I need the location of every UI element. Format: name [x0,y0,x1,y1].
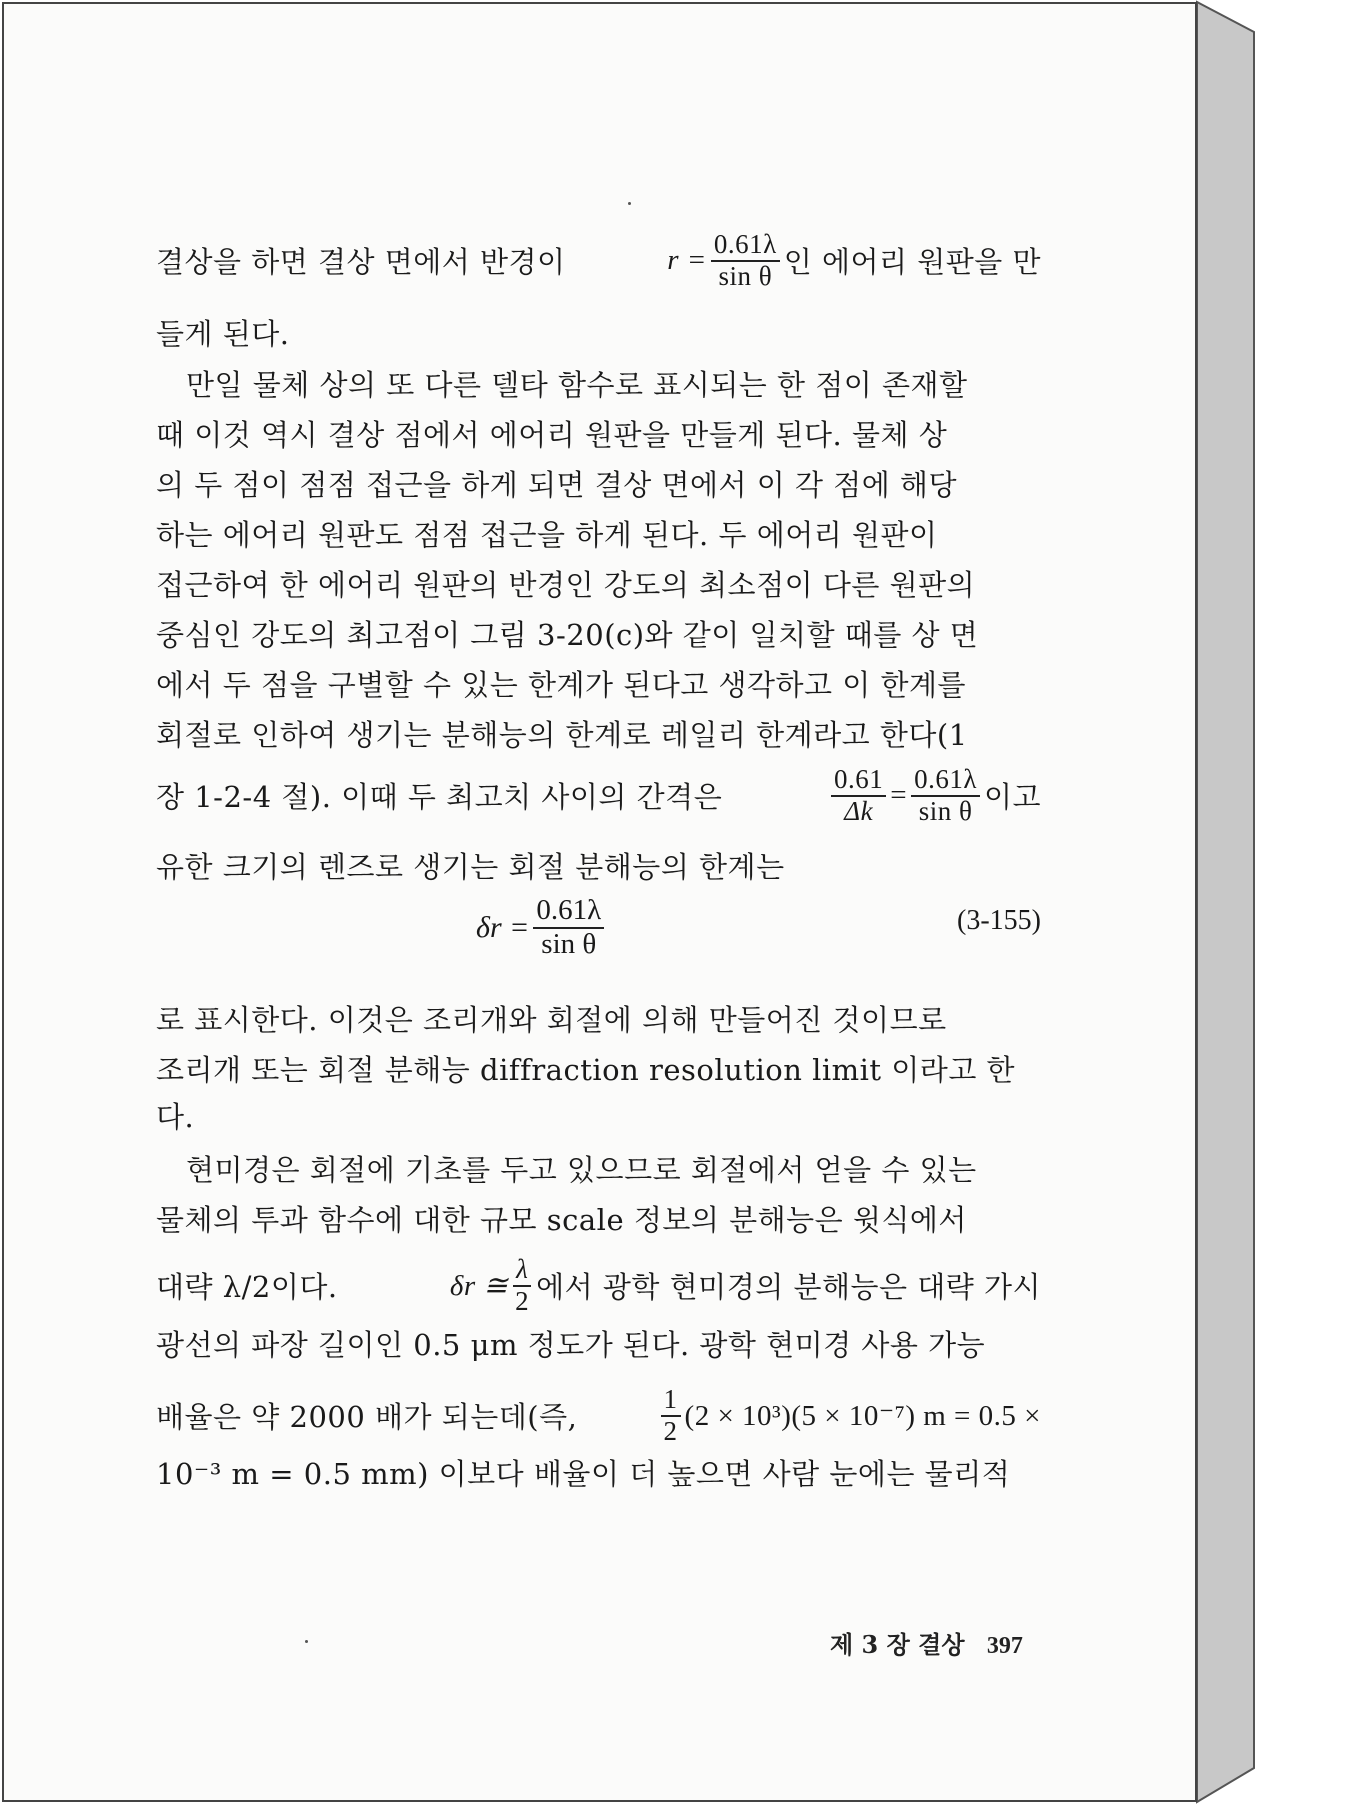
text-line [156,765,1041,826]
line-text: 배율은 약 2000 배가 되는데(즉, [156,1400,578,1435]
text-line [156,513,1041,554]
line-text: 결상을 하면 결상 면에서 반경이 [156,245,566,280]
line-text: 유한 크기의 렌즈로 생기는 회절 분해능의 한계는 [156,850,785,884]
fraction-denominator: sin θ [541,927,597,960]
text-line [156,613,1041,654]
math-variable: δr ≅ [449,1270,509,1303]
line-text: 다. [156,1100,195,1134]
page-footer [830,1625,1023,1660]
speck [628,202,631,205]
fraction-numerator: 0.61λ [711,230,780,262]
text-line [156,713,1041,754]
fraction-denominator: sin θ [918,795,973,826]
equation-lhs: δr = [476,910,530,944]
text-line [156,1452,1041,1493]
text-line [156,363,1041,404]
text-line [156,998,1041,1039]
text-line [156,1048,1041,1089]
line-text: 물체의 투과 함수에 대한 규모 scale 정보의 분해능은 윗식에서 [156,1203,967,1237]
equals-sign: = [890,779,908,812]
fraction-denominator: sin θ [718,260,773,291]
fraction [512,1255,532,1316]
fraction-numerator: 0.61 [831,765,886,797]
line-text: 의 두 점이 점점 접근을 하게 되면 결상 면에서 이 각 점에 해당 [156,468,957,502]
fraction [711,230,780,291]
line-text: 에서 광학 현미경의 분해능은 대략 가시 [536,1270,1041,1305]
display-equation [476,895,608,961]
line-text: 대략 λ/2이다. [156,1270,338,1305]
line-text: (2 × 10³)(5 × 10⁻⁷) m = 0.5 × [684,1400,1041,1433]
text-line [156,312,1041,353]
line-text: 회절로 인하여 생기는 분해능의 한계로 레일리 한계라고 한다(1 [156,718,968,752]
fraction-numerator: 0.61λ [533,895,604,929]
line-text: 만일 물체 상의 또 다른 델타 함수로 표시되는 한 점이 존재할 [186,368,968,402]
page-number: 397 [986,1633,1023,1659]
text-line [156,1148,1041,1189]
text-line [156,1095,1041,1136]
line-text: 10⁻³ m = 0.5 mm) 이보다 배율이 더 높으면 사람 눈에는 물리적 [156,1457,1011,1491]
line-text: 들게 된다. [156,317,290,351]
fraction [661,1385,681,1446]
equation-number: (3-155) [957,905,1041,936]
line-text: 장 1-2-4 절). 이때 두 최고치 사이의 간격은 [156,780,723,815]
text-line [156,413,1041,454]
fraction-denominator: 2 [663,1415,678,1446]
text-line [156,1385,1041,1446]
fraction-numerator: 1 [661,1385,681,1417]
line-text: 현미경은 회절에 기초를 두고 있으므로 회절에서 얻을 수 있는 [186,1153,977,1187]
line-text: 하는 에어리 원판도 점점 접근을 하게 된다. 두 에어리 원판이 [156,518,938,552]
text-line [156,463,1041,504]
line-text: 광선의 파장 길이인 0.5 μm 정도가 된다. 광학 현미경 사용 가능 [156,1328,986,1362]
fraction [533,895,604,961]
text-line [156,1198,1041,1239]
text-line [156,563,1041,604]
line-text: 인 에어리 원판을 만 [783,245,1041,280]
speck [305,1640,308,1643]
line-text: 이고 [983,780,1041,815]
line-text: 때 이것 역시 결상 점에서 에어리 원판을 만들게 된다. 물체 상 [156,418,948,452]
line-text: 접근하여 한 에어리 원판의 반경인 강도의 최소점이 다른 원판의 [156,568,976,602]
line-text: 로 표시한다. 이것은 조리개와 회절에 의해 만들어진 것이므로 [156,1003,947,1037]
text-line [156,663,1041,704]
line-text: 에서 두 점을 구별할 수 있는 한계가 된다고 생각하고 이 한계를 [156,668,967,702]
fraction [831,765,886,826]
fraction-numerator: 0.61λ [911,765,980,797]
fraction [911,765,980,826]
line-text: 중심인 강도의 최고점이 그림 3-20(c)와 같이 일치할 때를 상 면 [156,618,979,652]
text-line [156,230,1041,291]
text-line [156,845,1041,886]
fraction-denominator: 2 [515,1285,530,1316]
running-head: 제 3 장 결상 [830,1630,965,1659]
text-line [156,1323,1041,1364]
fraction-numerator: λ [513,1255,531,1287]
line-text: 조리개 또는 회절 분해능 diffraction resolution limit 이라고 한 [156,1053,1016,1087]
fraction-denominator: Δk [844,795,874,826]
text-line [156,1255,1041,1316]
math-variable: r = [667,244,707,277]
